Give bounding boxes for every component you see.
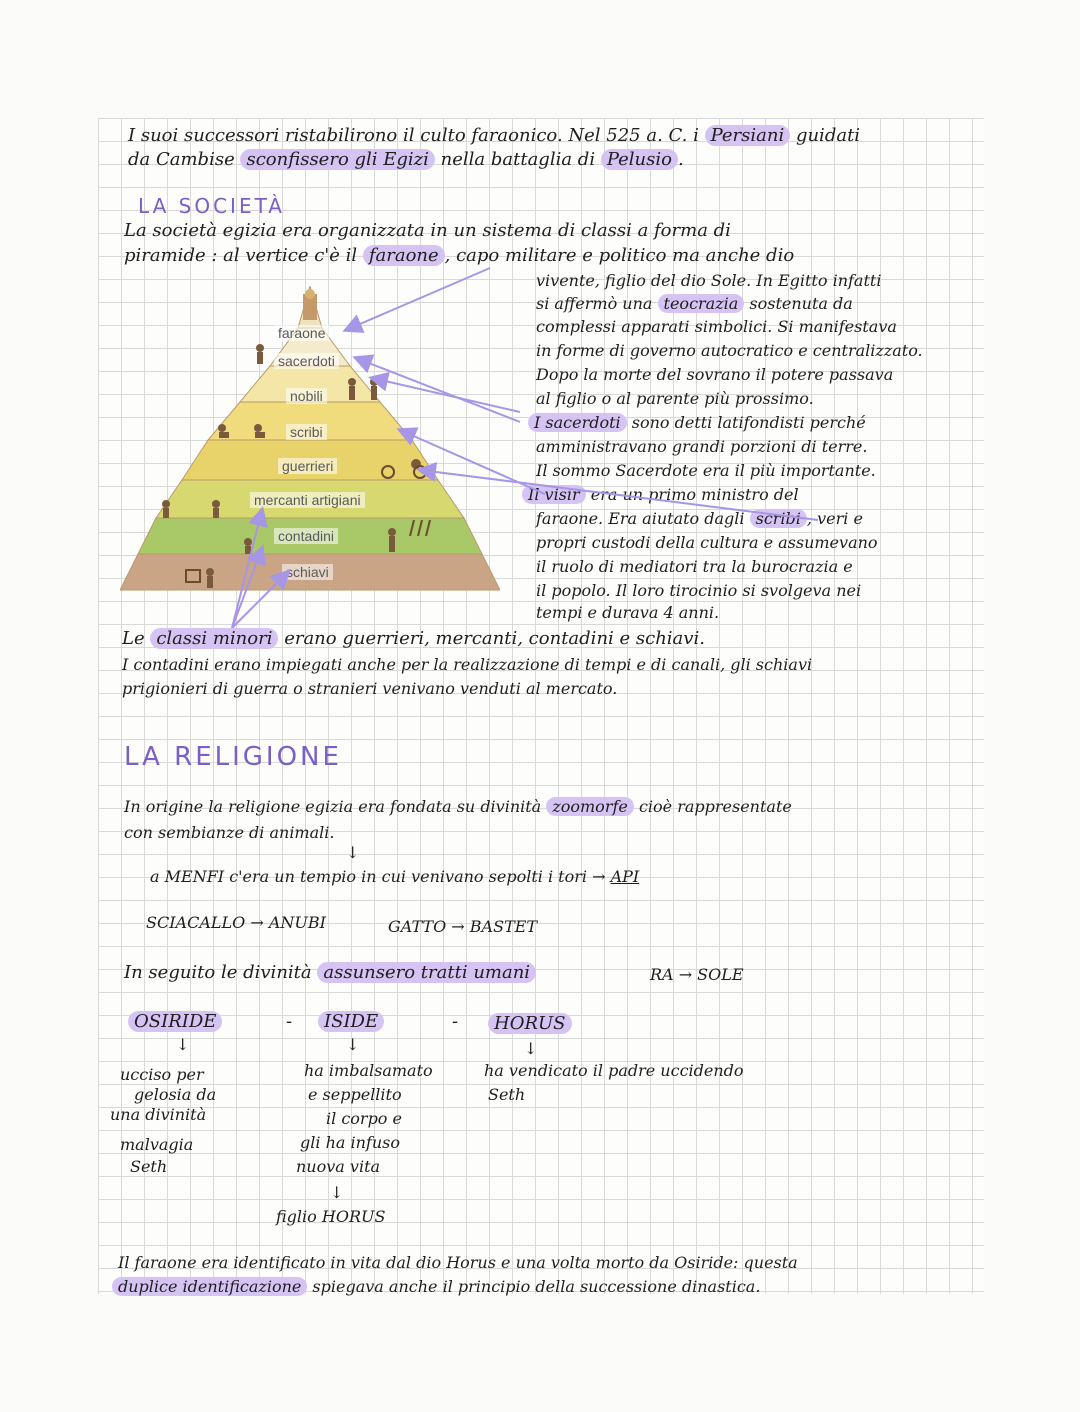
highlight-persiani: Persiani (705, 125, 791, 146)
society-right-9: Il sommo Sacerdote era il più importante. (536, 461, 876, 480)
society-right-12: propri custodi della cultura e assumevano (536, 533, 878, 552)
pyramid-label-nobili: nobili (286, 388, 327, 404)
highlight-visir: Il visir (522, 485, 586, 504)
society-right-6: al figlio o al parente più prossimo. (536, 389, 814, 408)
religion-heading: LA RELIGIONE (124, 742, 342, 772)
down-arrow-iside: ↓ (346, 1035, 360, 1054)
pyramid-label-scribi: scribi (286, 424, 327, 440)
pyramid-label-mercanti-artigiani: mercanti artigiani (250, 492, 365, 508)
god-iside: ISIDE (318, 1011, 384, 1033)
society-right-7: I sacerdoti sono detti latifondisti perché (528, 412, 866, 434)
final-line-2: duplice identificazione spiegava anche il principio della successione dinastica. (112, 1276, 760, 1298)
osiride-note-2: gelosia da (134, 1085, 217, 1104)
highlight-teocrazia: teocrazia (658, 294, 745, 313)
society-right-14: il popolo. Il loro tirocinio si svolgeva nei (536, 581, 862, 600)
society-right-4: in forme di governo autocratico e centralizzato. (536, 341, 923, 360)
society-right-15: tempi e durava 4 anni. (536, 603, 720, 622)
highlight-sconfissero: sconfissero gli Egizi (240, 149, 434, 170)
pyramid-label-guerrieri: guerrieri (278, 458, 337, 474)
highlight-sacerdoti: I sacerdoti (528, 413, 627, 432)
pyramid-label-contadini: contadini (274, 528, 338, 544)
iside-note-3: il corpo e (326, 1109, 402, 1128)
iside-note-5: nuova vita (296, 1157, 381, 1176)
society-right-1: vivente, figlio del dio Sole. In Egitto infatti (536, 271, 882, 290)
god-horus: HORUS (488, 1013, 572, 1035)
society-line-1: La società egizia era organizzata in un sistema di classi a forma di (124, 220, 731, 241)
dash-2: - (452, 1011, 459, 1032)
horus-note-2: Seth (488, 1085, 526, 1104)
down-arrow-figlio: ↓ (330, 1183, 344, 1202)
pyramid-label-schiavi: schiavi (282, 564, 333, 580)
society-heading: LA SOCIETÀ (138, 194, 285, 218)
intro-line-1: I suoi successori ristabilirono il culto faraonico. Nel 525 a. C. i Persiani guidati (128, 125, 861, 146)
religion-line-2: con sembianze di animali. (124, 823, 335, 842)
ra-sole: RA → SOLE (650, 965, 744, 984)
society-right-10: Il visir era un primo ministro del (522, 484, 799, 506)
menfi-line: a MENFI c'era un tempio in cui venivano sepolti i tori → API (150, 867, 640, 886)
highlight-pelusio: Pelusio (601, 149, 678, 170)
society-right-2: si affermò una teocrazia sostenuta da (536, 294, 853, 313)
horus-note-1: ha vendicato il padre uccidendo (484, 1061, 744, 1080)
society-right-13: il ruolo di mediatori tra la burocrazia e (536, 557, 853, 576)
pyramid-label-sacerdoti: sacerdoti (274, 353, 339, 369)
society-right-3: complessi apparati simbolici. Si manifestava (536, 317, 897, 336)
society-pyramid (120, 286, 500, 596)
osiride-note-5: Seth (130, 1157, 168, 1176)
iside-note-4: gli ha infuso (300, 1133, 400, 1152)
highlight-faraone: faraone (363, 245, 445, 266)
society-right-5: Dopo la morte del sovrano il potere passava (536, 365, 894, 384)
osiride-note-4: malvagia (120, 1135, 194, 1154)
iside-note-2: e seppellito (308, 1085, 402, 1104)
final-line-1: Il faraone era identificato in vita dal dio Horus e una volta morto da Osiride: questa (118, 1253, 798, 1272)
society-right-11: faraone. Era aiutato dagli scribi , veri e (536, 509, 863, 528)
religion-line-seguito: In seguito le divinità assunsero tratti umani (124, 962, 536, 984)
society-right-8: amministravano grandi porzioni di terre. (536, 437, 868, 456)
dash-1: - (286, 1011, 293, 1032)
osiride-note-3: una divinità (110, 1105, 207, 1124)
intro-line-2: da Cambise sconfissero gli Egizi nella battaglia di Pelusio . (128, 149, 684, 170)
religion-line-1: In origine la religione egizia era fondata su divinità zoomorfe cioè rappresentate (124, 797, 792, 816)
highlight-duplice: duplice identificazione (112, 1277, 307, 1296)
highlight-zoomorfe: zoomorfe (546, 797, 634, 816)
pyramid-label-faraone: faraone (274, 325, 329, 341)
highlight-tratti-umani: assunsero tratti umani (317, 962, 536, 983)
sciacallo-anubi: SCIACALLO → ANUBI (146, 913, 326, 932)
gatto-bastet: GATTO → BASTET (388, 917, 538, 936)
down-arrow-horus: ↓ (524, 1039, 538, 1058)
down-arrow-osiride: ↓ (176, 1035, 190, 1054)
iside-note-1: ha imbalsamato (304, 1061, 433, 1080)
minor-classes-line-1: Le classi minori erano guerrieri, mercanti, contadini e schiavi. (122, 628, 705, 649)
down-arrow-1: ↓ (346, 843, 360, 862)
minor-classes-line-3: prigionieri di guerra o stranieri venivano venduti al mercato. (122, 679, 618, 698)
highlight-scribi: scribi (750, 509, 807, 528)
highlight-classi-minori: classi minori (150, 628, 278, 649)
figlio-horus: figlio HORUS (276, 1207, 386, 1226)
osiride-note-1: ucciso per (120, 1065, 204, 1084)
god-osiride: OSIRIDE (128, 1011, 222, 1033)
minor-classes-line-2: I contadini erano impiegati anche per la realizzazione di tempi e di canali, gli schiavi (122, 655, 813, 674)
society-line-2: piramide : al vertice c'è il faraone , capo militare e politico ma anche dio (124, 245, 795, 266)
